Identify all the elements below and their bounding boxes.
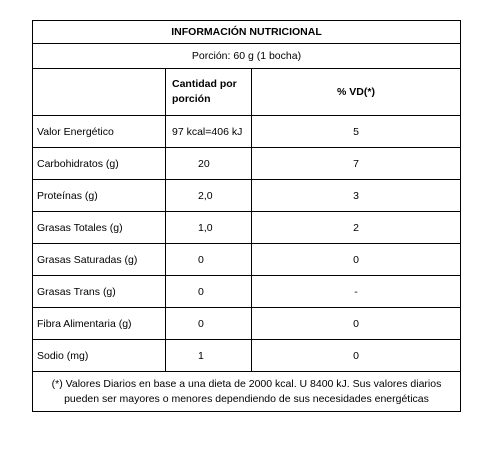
nutrient-vd: 7 xyxy=(252,148,461,180)
nutrient-quantity: 0 xyxy=(166,308,252,340)
nutrition-facts-table xyxy=(32,20,461,412)
table-title: INFORMACIÓN NUTRICIONAL xyxy=(33,21,461,44)
footnote-line2: pueden ser mayores o menores dependiendo de sus necesidades energéticas xyxy=(64,392,429,405)
nutrient-quantity: 20 xyxy=(166,148,252,180)
nutrient-name: Grasas Totales (g) xyxy=(33,212,166,244)
header-quantity-line1: Cantidad por xyxy=(172,78,237,90)
table-row xyxy=(33,340,461,372)
nutrient-quantity: 0 xyxy=(166,244,252,276)
nutrient-name: Valor Energético xyxy=(33,116,166,148)
header-quantity xyxy=(166,69,252,116)
nutrient-vd: - xyxy=(252,276,461,308)
nutrient-vd: 3 xyxy=(252,180,461,212)
nutrient-vd: 2 xyxy=(252,212,461,244)
header-row xyxy=(33,69,461,116)
nutrient-quantity: 1,0 xyxy=(166,212,252,244)
nutrient-vd: 0 xyxy=(252,308,461,340)
title-row xyxy=(33,21,461,44)
footnote xyxy=(33,372,461,412)
portion-size: Porción: 60 g (1 bocha) xyxy=(33,44,461,69)
table-row xyxy=(33,308,461,340)
footnote-row xyxy=(33,372,461,412)
nutrient-quantity: 97 kcal=406 kJ xyxy=(166,116,252,148)
table-row xyxy=(33,244,461,276)
table-row xyxy=(33,180,461,212)
table-row xyxy=(33,116,461,148)
portion-row xyxy=(33,44,461,69)
nutrient-name: Grasas Trans (g) xyxy=(33,276,166,308)
table-row xyxy=(33,212,461,244)
nutrient-vd: 0 xyxy=(252,340,461,372)
header-name-cell xyxy=(33,69,166,116)
header-vd: % VD(*) xyxy=(252,69,461,116)
table-row xyxy=(33,276,461,308)
footnote-line1: (*) Valores Diarios en base a una dieta de 2000 kcal. U 8400 kJ. Sus valores diarios xyxy=(51,377,442,390)
nutrient-vd: 0 xyxy=(252,244,461,276)
nutrient-quantity: 1 xyxy=(166,340,252,372)
nutrient-vd: 5 xyxy=(252,116,461,148)
nutrient-quantity: 2,0 xyxy=(166,180,252,212)
nutrient-name: Sodio (mg) xyxy=(33,340,166,372)
nutrient-name: Fibra Alimentaria (g) xyxy=(33,308,166,340)
table-row xyxy=(33,148,461,180)
nutrient-name: Proteínas (g) xyxy=(33,180,166,212)
header-quantity-line2: porción xyxy=(172,93,211,105)
nutrient-quantity: 0 xyxy=(166,276,252,308)
nutrient-name: Grasas Saturadas (g) xyxy=(33,244,166,276)
nutrient-name: Carbohidratos (g) xyxy=(33,148,166,180)
